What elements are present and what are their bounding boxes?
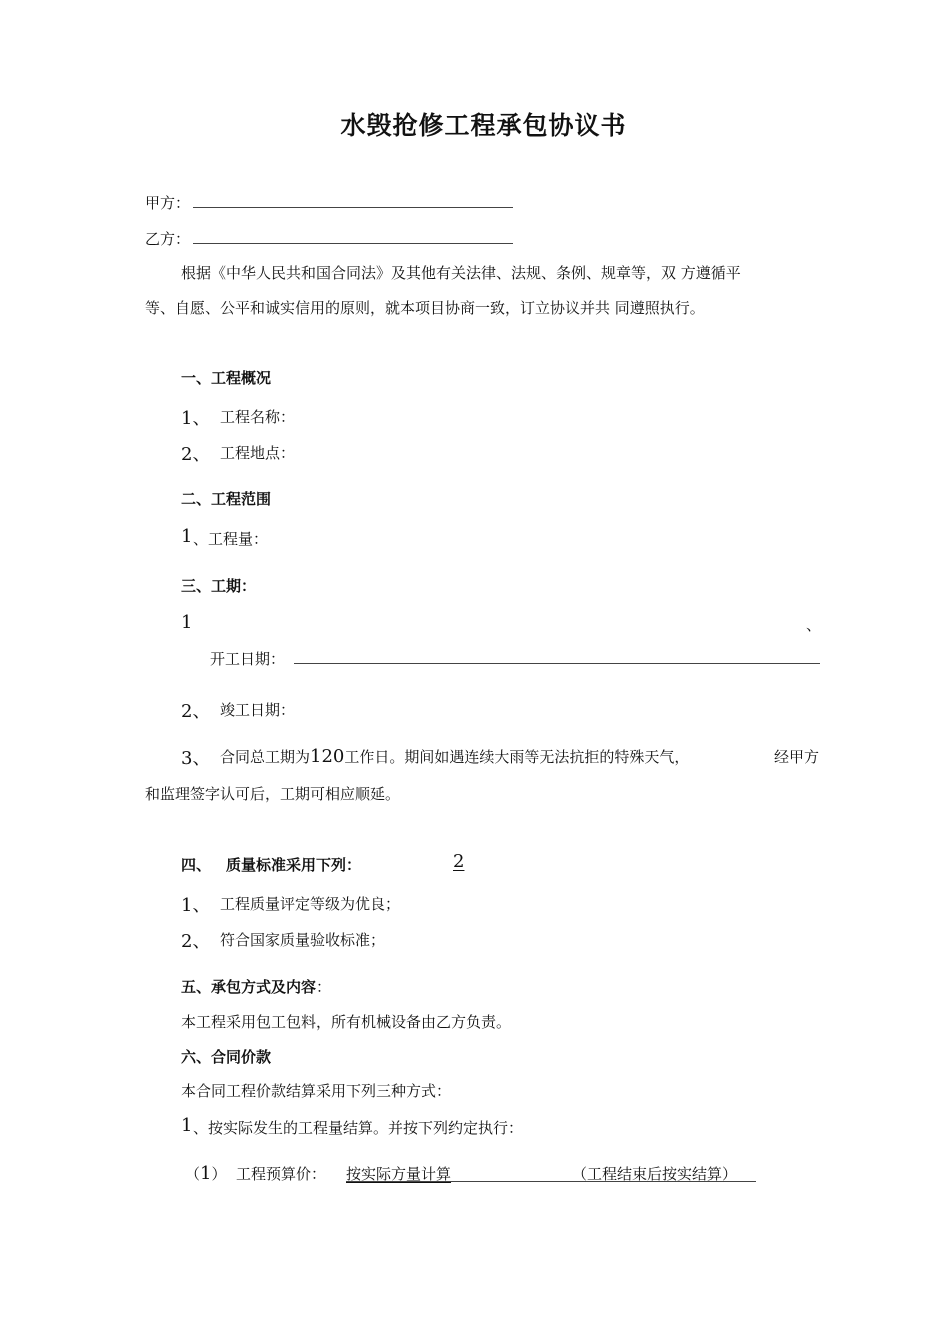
s3-item3-days: 120 — [310, 746, 345, 767]
section-5-text: 本工程采用包工包料，所有机械设备由乙方负责。 — [181, 1013, 512, 1031]
quality-standard-choice: 2 — [453, 851, 465, 872]
s4-item2-text: 符合国家质量验收标准； — [220, 931, 386, 949]
s3-item3-line-2: 和监理签字认可后，工期可相应顺延。 — [145, 785, 401, 803]
section-2-heading: 二、工程范围 — [181, 490, 272, 508]
completion-date-label: 竣工日期： — [220, 701, 296, 719]
s1-item1-number: 1、 — [181, 408, 211, 429]
s6-item1-number: 1 — [181, 1115, 193, 1136]
section-4-number: 四、 — [181, 856, 212, 874]
s6-sub1-line — [185, 1163, 226, 1184]
s3-item3-tail: 经甲方 — [774, 748, 820, 766]
section-5-heading: 五、承包方式及内容 — [181, 978, 317, 996]
section-5-heading-line — [181, 976, 331, 997]
s6-item1-text: 、按实际发生的工程量结算。并按下列约定执行： — [193, 1119, 524, 1137]
s6-sub1-close: ） — [211, 1165, 227, 1183]
section-4-heading: 质量标准采用下列： — [226, 856, 362, 874]
budget-price-value: 按实际方量计算 — [346, 1165, 452, 1183]
s3-item1-number: 1 — [181, 612, 193, 633]
section-1-heading: 一、工程概况 — [181, 369, 272, 387]
s3-item3-text — [220, 746, 689, 767]
section-5-heading-colon: ： — [316, 978, 332, 996]
party-b-blank-line — [193, 243, 513, 244]
s4-item1-text: 工程质量评定等级为优良； — [220, 895, 401, 913]
start-date-label: 开工日期： — [210, 650, 286, 668]
document-title: 水毁抢修工程承包协议书 — [340, 111, 627, 140]
s1-item1-text: 工程名称： — [220, 408, 296, 426]
s6-sub1-number: 1 — [200, 1163, 212, 1184]
section-6-text: 本合同工程价款结算采用下列三种方式： — [181, 1082, 452, 1100]
s1-item2-number: 2、 — [181, 444, 211, 465]
intro-line-1: 根据《中华人民共和国合同法》及其他有关法律、法规、条例、规章等，双 方遵循平 — [181, 264, 741, 282]
s1-item2-text: 工程地点： — [220, 444, 296, 462]
party-a-label: 甲方： — [145, 194, 191, 212]
start-date-blank-line — [294, 663, 820, 664]
s2-item1-text: 、工程量： — [193, 530, 269, 548]
budget-price-label: 工程预算价： — [236, 1165, 327, 1183]
s6-sub1-open: （ — [185, 1165, 201, 1183]
s3-item3-pre: 合同总工期为 — [220, 748, 311, 766]
budget-price-underline — [346, 1181, 756, 1182]
s3-item2-number: 2、 — [181, 701, 211, 722]
s4-item2-number: 2、 — [181, 931, 211, 952]
party-a-blank-line — [193, 207, 513, 208]
section-6-heading: 六、合同价款 — [181, 1048, 272, 1066]
s3-item3-number: 3、 — [181, 748, 211, 769]
s3-item1-separator: 、 — [806, 616, 822, 634]
s2-item1-number: 1 — [181, 526, 193, 547]
s3-item3-post: 工作日。期间如遇连续大雨等无法抗拒的特殊天气， — [344, 748, 690, 766]
budget-price-note: （工程结束后按实结算） — [572, 1165, 738, 1183]
intro-line-2: 等、自愿、公平和诚实信用的原则，就本项目协商一致，订立协议并共 同遵照执行。 — [145, 299, 705, 317]
section-3-heading: 三、工期： — [181, 577, 257, 595]
party-b-label: 乙方： — [145, 230, 191, 248]
s4-item1-number: 1、 — [181, 895, 211, 916]
